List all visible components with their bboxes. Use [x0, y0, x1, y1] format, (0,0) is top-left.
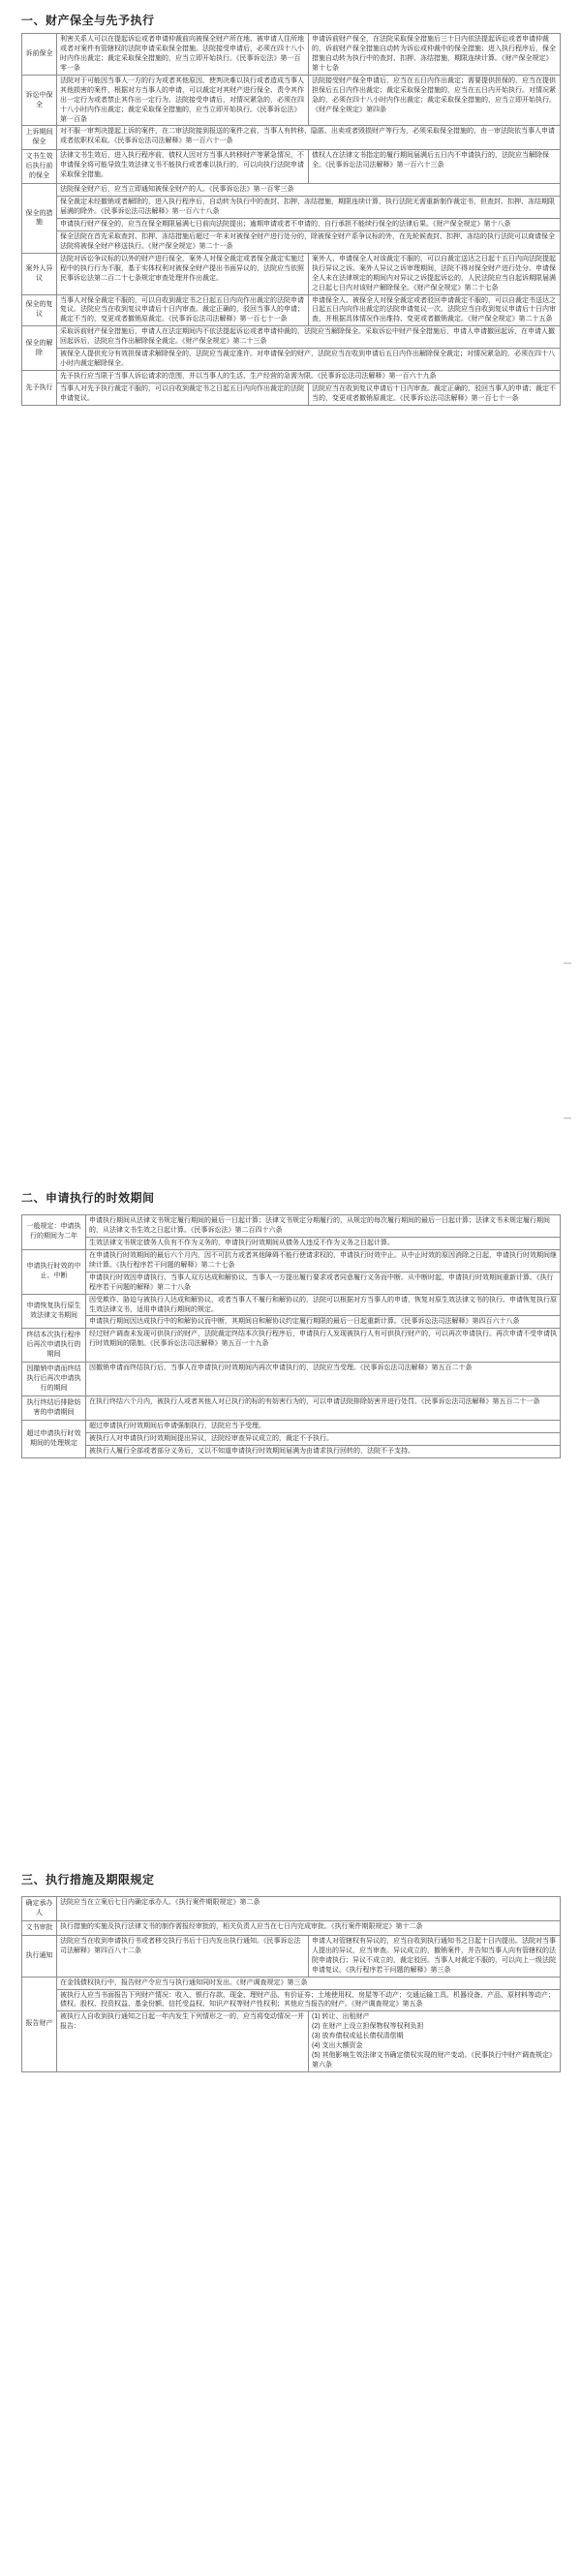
- table-cell: 因撤销申请而终结执行后，当事人在申请执行时效期间内再次申请执行的，法院应当受理。《民事诉讼法司法解释》第五百二十条: [86, 1363, 561, 1396]
- table-cell: 法院对于可能因当事人一方的行为或者其他原因，使判决难以执行或者造成当事人其他损害的案件，根据对方当事人的申请，可以裁定对其财产进行保全、责令其作出一定行为或者禁止其作出一定行为。法院接受申请后，对情况紧急的，必须在四十八小时内作出裁定；裁定采取保全措施的，应当立即开始执行。《民事诉讼法》第一百条: [57, 75, 309, 126]
- table-cell: 申请执行时效因申请执行、当事人双方达成和解协议、当事人一方提出履行要求或者同意履行义务而中断。从中断时起，申请执行时效期间重新计算。《执行程序若干问题的解释》第二十八条: [86, 1272, 561, 1294]
- table-cell: 申请执行期间从法律文书规定履行期间的最后一日起计算；法律文书规定分期履行的，从规定的每次履行期间的最后一日起计算；法律文书未规定履行期间的，从法律文书生效之日起计算。《民事诉讼法》第二百四十六条: [86, 1215, 561, 1238]
- table-row: [22, 1249, 561, 1272]
- table-row: [22, 1977, 561, 1989]
- row-label: 确定承办人: [22, 1897, 57, 1921]
- table-row: [22, 75, 561, 126]
- row-label: 文书生效后执行前的保全: [22, 150, 57, 184]
- table-row: [22, 230, 561, 253]
- table-cell: 被执行人自收到执行通知之日起一年内发生下列情形之一的，应当将变动情况一并报告：: [57, 2011, 309, 2072]
- table-row: [22, 126, 561, 150]
- row-label: 因撤销申请而终结执行后再次申请执行的期间: [22, 1363, 86, 1396]
- table-cell: 债权人在法律文书指定的履行期间届满后五日内不申请执行的，法院应当解除保全。《民事诉讼法司法解释》第一百六十三条: [309, 150, 561, 184]
- row-label: 执行终结后排除妨害的申请期间: [22, 1396, 86, 1421]
- side-marker: —: [564, 959, 571, 967]
- row-label: 案外人异议: [22, 253, 57, 294]
- table-cell: 采取诉前财产保全措施后，申请人在法定期间内不依法提起诉讼或者申请仲裁的，法院应当解除保全。采取诉讼中财产保全措施后，申请人申请撤回起诉，在申请人撤回起诉后，法院应当作出解除保全裁定。《财产保全规定》第二十三条: [57, 326, 561, 349]
- table-cell: 法院应当在收到申请执行书或者移交执行书后十日内发出执行通知。《民事诉讼法司法解释》第四百八十二条: [57, 1935, 309, 1977]
- table-cell: 利害关系人可以在提起诉讼或者申请仲裁前向被保全财产所在地、被申请人住所地或者对案件有管辖权的法院申请采取保全措施。法院接受申请后，必须在四十八小时内作出裁定；裁定采取保全措施的，应当立即开始执行。《民事诉讼法》第一百零一条: [57, 34, 309, 76]
- row-label: 超过申请执行时效期间的处理规定: [22, 1420, 86, 1457]
- table-cell: 申请执行期间因达成执行中的和解协议而中断，其期间自和解协议约定履行期限的最后一日起重新计算。《民事诉讼法司法解释》第四百六十八条: [86, 1316, 561, 1329]
- section-3-title: 三、执行措施及期限规定: [21, 1873, 155, 1886]
- table-row: [22, 1920, 561, 1935]
- row-label: 诉前保全: [22, 34, 57, 76]
- table-cell: 在执行终结六个月内，被执行人或者其他人对已执行的标的有妨害行为的，可以申请法院排除妨害并进行处罚。《民事诉讼法司法解释》第五百二十一条: [86, 1396, 561, 1421]
- table-row: [22, 1935, 561, 1977]
- table-cell: 被保全人提供充分有效担保请求解除保全的，法院应当裁定准许。对申请保全的财产，法院应当在收到申请后五日内作出解除保全裁定；对情况紧急的，必须在四十八小时内裁定解除保全。: [57, 349, 561, 371]
- table-cell: (1) 转让、出租财产 (2) 在财产上设立担保物权等权利负担 (3) 放弃债权或延长债权清偿期 (4) 支出大额资金 (5) 其他影响生效法律文书确定债权实现的财产变动。《民事执行中财产调查规定》第六条: [309, 2011, 561, 2072]
- table-cell: 案外人、申请保全人对该裁定不服的，可以自裁定送达之日起十五日内向法院提起执行异议之诉。案外人异议之诉审理期间，法院不得对保全财产进行处分。申请保全人未在法律规定的期间内对异议之诉提起诉讼的，人民法院应当自起诉期限届满之日起七日内对该财产解除保全。《财产保全规定》第二十七条: [309, 253, 561, 294]
- section-1-title: 一、财产保全与先予执行: [21, 14, 155, 27]
- table-cell: 先予执行应当限于当事人诉讼请求的范围，并以当事人的生活、生产经营的急需为限。《民事诉讼法司法解释》第一百六十九条: [57, 371, 561, 383]
- table-cell: 经过财产调查未发现可供执行的财产，法院裁定终结本次执行程序后，申请执行人发现被执行人有可供执行财产的，可以再次申请执行。再次申请不受申请执行时效期间的限制。《民事诉讼法司法解释》第五百一十九条: [86, 1329, 561, 1363]
- row-label: 执行通知: [22, 1935, 57, 1977]
- table-row: [22, 383, 561, 406]
- table-cell: 因受欺诈、胁迫与被执行人达成和解协议，或者当事人不履行和解协议的，法院可以根据对方当事人的申请，恢复对原生效法律文书的执行。申请恢复执行原生效法律文书，适用申请执行期间的规定。: [86, 1294, 561, 1316]
- table-cell: 申请诉前财产保全，在法院采取保全措施后三十日内依法提起诉讼或者申请仲裁的，诉前财产保全措施自动转为诉讼或仲裁中的保全措施；进入执行程序后，保全措施自动转为执行中的查封、扣押、冻结措施，期限连续计算。《财产保全规定》第十七条: [309, 34, 561, 76]
- table-row: [22, 1396, 561, 1421]
- table-row: [22, 2011, 561, 2072]
- table-cell: 法院对诉讼争议标的以外的财产进行保全，案外人对保全裁定或者保全裁定实施过程中的执行行为不服，基于实体权利对被保全财产提出书面异议的，法院应当依照民事诉讼法第二百二十七条规定审查处理并作出裁定。: [57, 253, 309, 294]
- section-2-title: 二、申请执行的时效期间: [21, 1191, 155, 1205]
- table-row: [22, 1420, 561, 1432]
- table-cell: 法院接受财产保全申请后，应当在五日内作出裁定；需要提供担保的，应当在提供担保后五日内作出裁定；裁定采取保全措施的，应当在五日内开始执行。对情况紧急的，必须在四十八小时内作出裁定；裁定采取保全措施的，应当立即开始执行。《财产保全规定》第四条: [309, 75, 561, 126]
- section-1-table: [21, 33, 561, 406]
- table-cell: 申请保全人、被保全人对保全裁定或者驳回申请裁定不服的，可以自裁定书送达之日起五日内向作出裁定的法院申请复议一次。法院应当自收到复议申请后十日内审查，并根据具体情况作出维持、变更或者撤销裁定。《财产保全规定》第二十五条: [309, 294, 561, 326]
- table-row: [22, 1316, 561, 1329]
- row-label: 申请恢复执行原生效法律文书期间: [22, 1294, 86, 1329]
- table-row: [22, 294, 561, 326]
- table-row: [22, 1445, 561, 1457]
- row-label: 保全的解除: [22, 326, 57, 371]
- table-cell: 对不服一审判决提起上诉的案件，在二审法院接到报送的案件之前，当事人有转移、隐匿、出卖或者毁损财产等行为，必须采取保全措施的，由一审法院依当事人申请或者依职权采取。《民事诉讼法司法解释》第一百六十一条: [57, 126, 561, 150]
- row-label: 保全的措施: [22, 184, 57, 254]
- table-cell: 保全裁定未经撤销或者解除的，进入执行程序后，自动转为执行中的查封、扣押、冻结措施，期限连续计算，执行法院无需重新制作裁定书，但查封、扣押、冻结期限届满的除外。《民事诉讼法司法解释》第一百六十八条: [57, 197, 561, 219]
- table-cell: 被执行人履行全部或者部分义务后，又以不知道申请执行时效期间届满为由请求执行回转的，法院不予支持。: [86, 1445, 561, 1457]
- row-label: 申请执行时效的中止、中断: [22, 1249, 86, 1294]
- table-row: [22, 150, 561, 184]
- row-label: 保全的复议: [22, 294, 57, 326]
- row-label: 报告财产: [22, 1977, 57, 2071]
- table-row: [22, 218, 561, 230]
- row-label: 一般规定：申请执行的期间为二年: [22, 1215, 86, 1250]
- table-row: [22, 253, 561, 294]
- row-label: 诉讼中保全: [22, 75, 57, 126]
- table-cell: 申请人对管辖权有异议的，应当自收到执行通知书之日起十日内提出。法院对当事人提出的异议，应当审查。异议成立的，撤销案件，并告知当事人向有管辖权的法院申请执行；异议不成立的，裁定驳回。当事人对裁定不服的，可以向上一级法院申请复议。《执行程序若干问题的解释》第三条: [309, 1935, 561, 1977]
- table-row: [22, 184, 561, 197]
- table-cell: 被执行人对申请执行时效期间提出异议，法院经审查异议成立的，裁定不予执行。: [86, 1432, 561, 1445]
- table-cell: 在金钱债权执行中，报告财产令应当与执行通知同时发出。《财产调查规定》第三条: [57, 1977, 561, 1989]
- table-row: [22, 34, 561, 76]
- section-2-table: [21, 1214, 561, 1458]
- table-row: [22, 1237, 561, 1249]
- section-3-table: [21, 1896, 561, 2072]
- table-cell: 法院应当在立案后七日内确定承办人。《执行案件期限规定》第二条: [57, 1897, 561, 1921]
- table-cell: 生效法律文书规定债务人负有不作为义务的，申请执行时效期间从债务人违反不作为义务之日起计算。: [86, 1237, 561, 1249]
- table-cell: 保全法院在首先采取查封、扣押、冻结措施后超过一年未对被保全财产进行处分的，除被保全财产系争议标的外，在先轮候查封、扣押、冻结的执行法院可以商请保全法院将被保全财产移送执行。《财产保全规定》第二十一条: [57, 230, 561, 253]
- row-label: 终结本次执行程序后再次申请执行的期间: [22, 1329, 86, 1363]
- table-cell: 被执行人应当书面报告下列财产情况：收入、银行存款、现金、理财产品、有价证券；土地使用权、房屋等不动产；交通运输工具、机器设备、产品、原材料等动产；债权、股权、投资权益、基金份额、信托受益权、知识产权等财产性权利；其他应当报告的财产。《财产调查规定》第五条: [57, 1989, 561, 2011]
- table-row: [22, 1215, 561, 1238]
- table-cell: 在申请执行时效期间的最后六个月内，因不可抗力或者其他障碍不能行使请求权的，申请执行时效中止。从中止时效的原因消除之日起，申请执行时效期间继续计算。《执行程序若干问题的解释》第二十七条: [86, 1249, 561, 1272]
- row-label: 上诉期间保全: [22, 126, 57, 150]
- side-marker: —: [564, 1114, 571, 1122]
- table-row: [22, 1329, 561, 1363]
- table-row: [22, 349, 561, 371]
- table-cell: 执行措施的实施及执行法律文书的制作需报经审批的，相关负责人应当在七日内完成审批。《执行案件期限规定》第十二条: [57, 1920, 561, 1935]
- row-label: 文书审批: [22, 1920, 57, 1935]
- table-row: [22, 326, 561, 349]
- table-row: [22, 1989, 561, 2011]
- table-row: [22, 1432, 561, 1445]
- table-row: [22, 1363, 561, 1396]
- table-row: [22, 1897, 561, 1921]
- table-cell: 法院应当在收到复议申请后十日内审查。裁定正确的，驳回当事人的申请；裁定不当的，变更或者撤销原裁定。《民事诉讼法司法解释》第一百七十一条: [309, 383, 561, 406]
- table-cell: 申请执行财产保全的，应当在保全期限届满七日前向法院提出；逾期申请或者不申请的，自行承担不能续行保全的法律后果。《财产保全规定》第十八条: [57, 218, 561, 230]
- table-row: [22, 197, 561, 219]
- table-row: [22, 1272, 561, 1294]
- table-cell: 法院保全财产后，应当立即通知被保全财产的人。《民事诉讼法》第一百零三条: [57, 184, 561, 197]
- table-cell: 当事人对保全裁定不服的，可以自收到裁定书之日起五日内向作出裁定的法院申请复议。法院应当在收到复议申请后十日内审查。裁定正确的，驳回当事人的申请；裁定不当的，变更或者撤销原裁定。《民事诉讼法司法解释》第一百七十一条: [57, 294, 309, 326]
- table-cell: 法律文书生效后，进入执行程序前，债权人因对方当事人转移财产等紧急情况，不申请保全将可能导致生效法律文书不能执行或者难以执行的，可以向执行法院申请采取保全措施。: [57, 150, 309, 184]
- table-cell: 超过申请执行时效期间后申请强制执行，法院应当予受理。: [86, 1420, 561, 1432]
- row-label: 先予执行: [22, 371, 57, 406]
- table-row: [22, 371, 561, 383]
- table-row: [22, 1294, 561, 1316]
- table-cell: 当事人对先予执行裁定不服的，可以自收到裁定书之日起五日内向作出裁定的法院申请复议。: [57, 383, 309, 406]
